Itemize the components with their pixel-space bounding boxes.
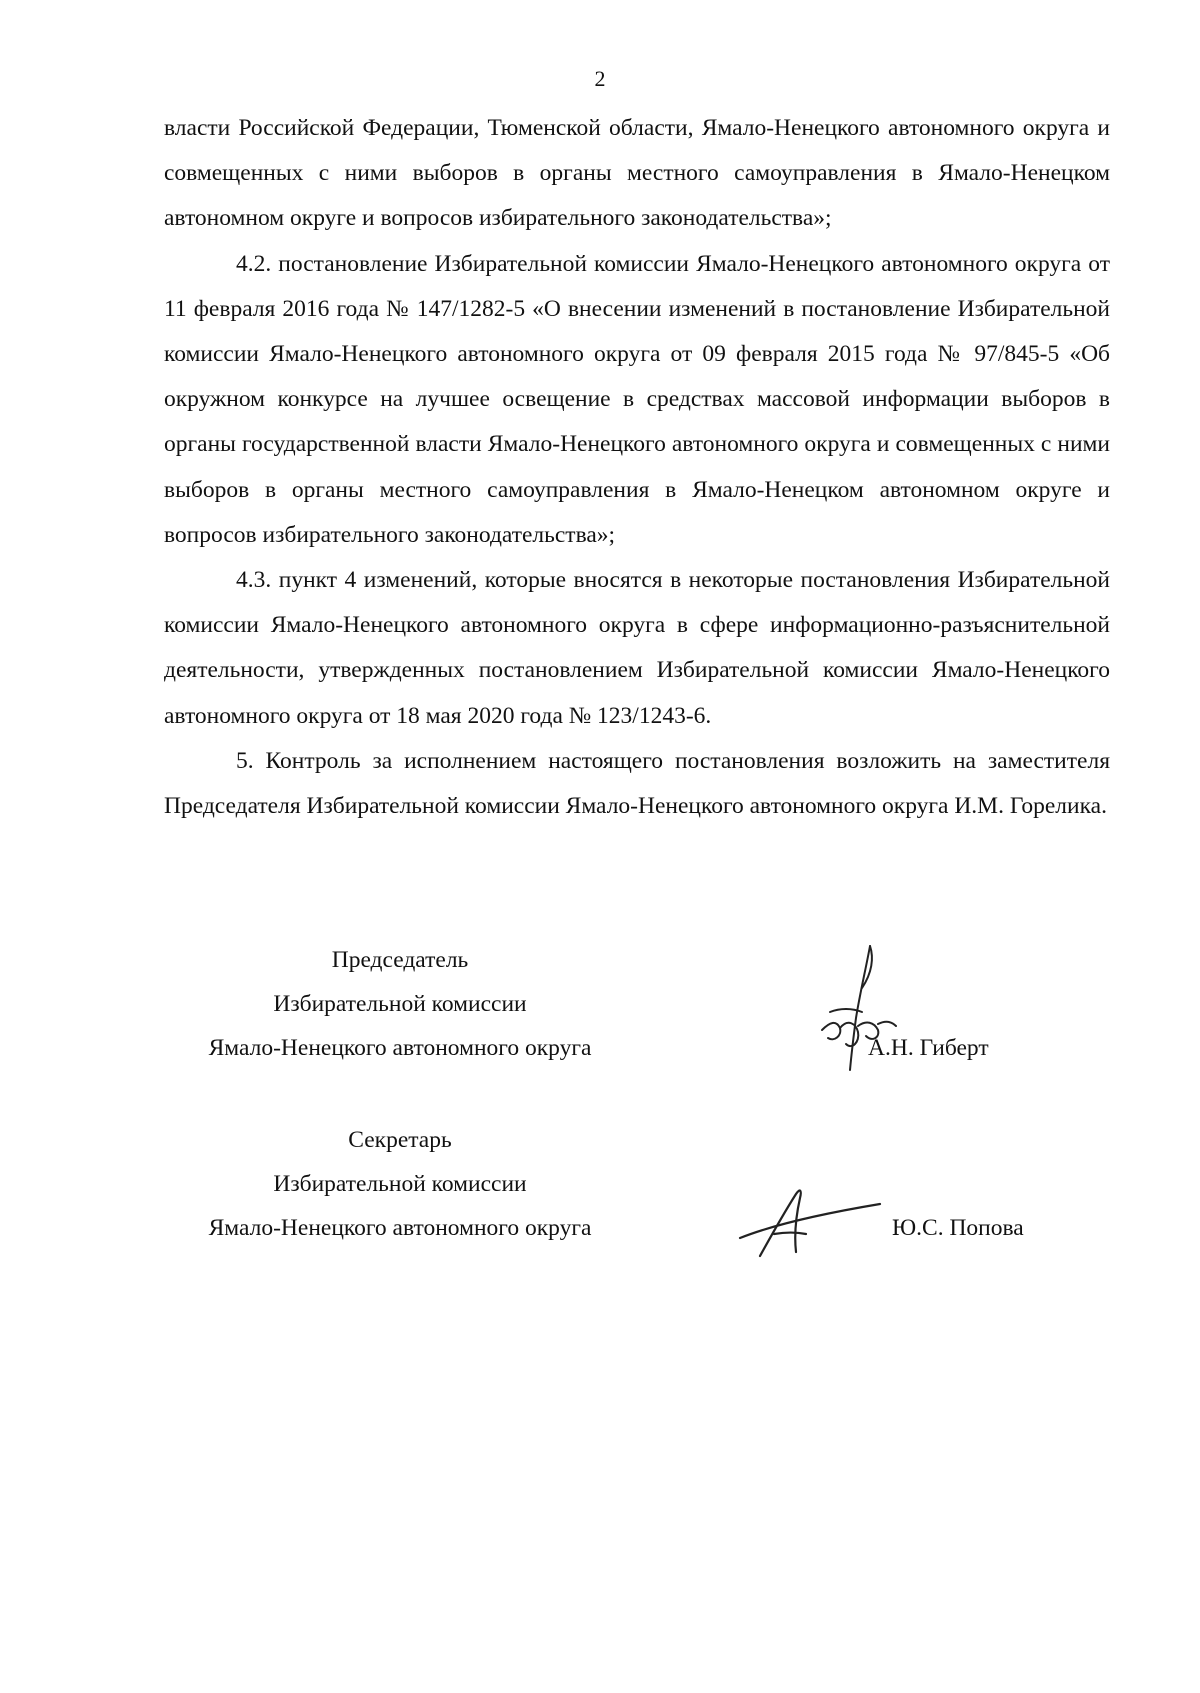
paragraph-item-4-3: 4.3. пункт 4 изменений, которые вносятся в некоторые постановления Избирательной комиссии Ямало-Ненецкого автономного округа в сфере информационно-разъяснительной деятельности, утвержденных постановлением Избирательной комиссии Ямало-Ненецкого автономного округа от 18 мая 2020 года № 123/1243-6. <box>164 567 1110 729</box>
chairman-title-line2: Избирательной комиссии <box>273 991 527 1017</box>
secretary-title-line1: Секретарь <box>348 1127 452 1153</box>
page-number: 2 <box>594 66 606 91</box>
chairman-title-line3: Ямало-Ненецкого автономного округа <box>208 1035 592 1061</box>
secretary-signature-block <box>160 1118 1110 1258</box>
secretary-handwritten-signature <box>730 1176 890 1266</box>
secretary-title-line2: Избирательной комиссии <box>273 1171 527 1197</box>
chairman-title-line1: Председатель <box>331 947 469 973</box>
paragraph-continuation: власти Российской Федерации, Тюменской области, Ямало-Ненецкого автономного округа и совмещенных с ними выборов в органы местного самоуправления в Ямало-Ненецком автономном округе и вопросов избирательного законодательства»; <box>164 115 1110 232</box>
chairman-signature-block <box>160 938 1110 1078</box>
secretary-title-line3: Ямало-Ненецкого автономного округа <box>208 1215 592 1241</box>
secretary-title <box>160 1118 640 1250</box>
secretary-name: Ю.С. Попова <box>892 1215 1024 1241</box>
paragraph-item-4-2: 4.2. постановление Избирательной комиссии Ямало-Ненецкого автономного округа от 11 февраля 2016 года № 147/1282-5 «О внесении изменений в постановление Избирательной комиссии Ямало-Ненецкого автономного округа от 09 февраля 2015 года № 97/845-5 «Об окружном конкурсе на лучшее освещение в средствах массовой информации выборов в органы государственной власти Ямало-Ненецкого автономного округа и совмещенных с ними выборов в органы местного самоуправления в Ямало-Ненецком автономном округе и вопросов избирательного законодательства»; <box>164 250 1110 548</box>
document-body <box>164 106 1110 829</box>
paragraph-item-5: 5. Контроль за исполнением настоящего постановления возложить на заместителя Председателя Избирательной комиссии Ямало-Ненецкого автономного округа И.М. Горелика. <box>164 747 1110 820</box>
chairman-name: А.Н. Гиберт <box>868 1035 989 1061</box>
chairman-title <box>160 938 640 1070</box>
